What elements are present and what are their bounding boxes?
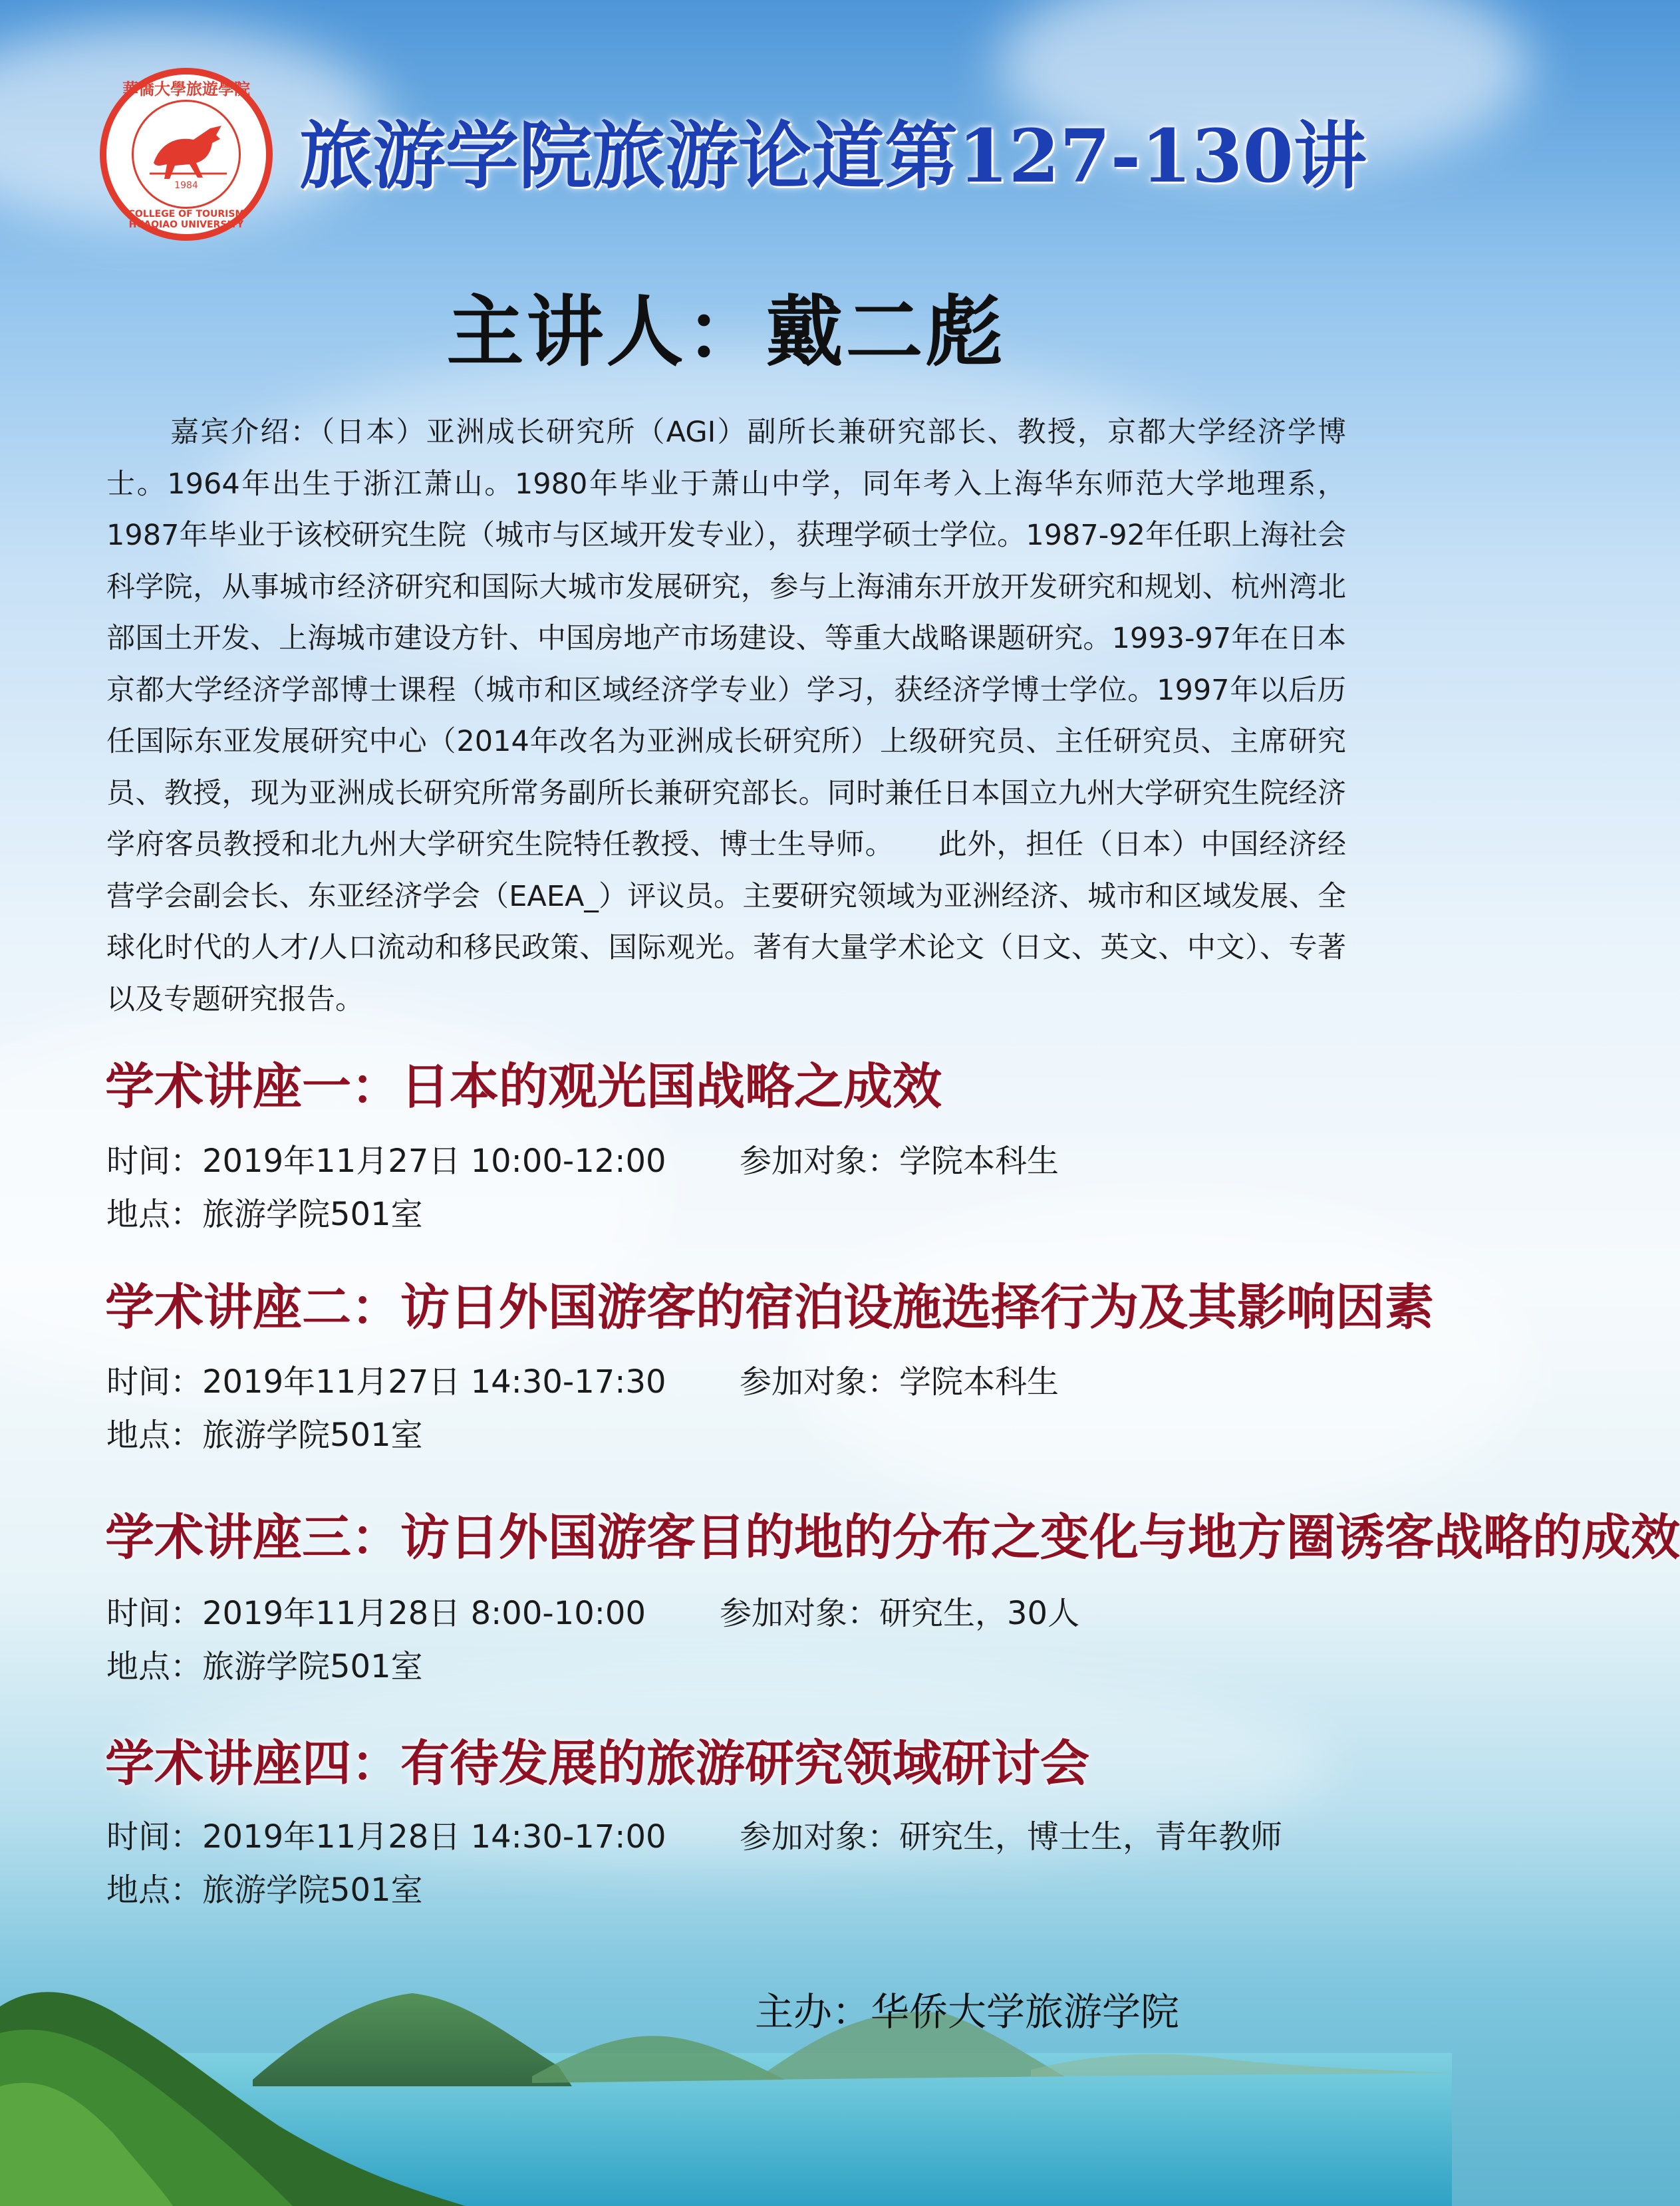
lecture-1-title: 学术讲座一：日本的观光国战略之成效 [105, 1058, 942, 1115]
lecture-4-time: 时间：2019年11月28日 14:30-17:00 [106, 1818, 666, 1856]
lecture-2-time: 时间：2019年11月27日 14:30-17:30 [106, 1363, 666, 1401]
lecture-3-time: 时间：2019年11月28日 8:00-10:00 [106, 1595, 646, 1632]
college-logo [100, 68, 273, 241]
speaker-introduction: 嘉宾介绍：（日本）亚洲成长研究所（AGI）副所长兼研究部长、教授，京都大学经济学博士。1964年出生于浙江萧山。1980年毕业于萧山中学，同年考入上海华东师范大学地理系，1987年毕业于该校研究生院（城市与区域开发专业），获理学硕士学位。1987-92年任职上海社会科学院，从事城市经济研究和国际大城市发展研究，参与上海浦东开放开发研究和规划、杭州湾北部国土开发、上海城市建设方针、中国房地产市场建设、等重大战略课题研究。1993-97年在日本京都大学经济学部博士课程（城市和区域经济学专业）学习，获经济学博士学位。1997年以后历任国际东亚发展研究中心（2014年改名为亚洲成长研究所）上级研究员、主任研究员、主席研究员、教授，现为亚洲成长研究所常务副所长兼研究部长。同时兼任日本国立九州大学研究生院经济学府客员教授和北九州大学研究生院特任教授、博士生导师。 此外，担任（日本）中国经济经营学会副会长、东亚经济学会（EAEA_）评议员。主要研究领域为亚洲经济、城市和区域发展、全球化时代的人才/人口流动和移民政策、国际观光。著有大量学术论文（日文、英文、中文）、专著以及专题研究报告。 [106, 416, 1346, 1016]
logo-name-cn: 華僑大學旅遊學院 [122, 80, 250, 98]
lecture-4-audience: 参加对象：研究生，博士生，青年教师 [740, 1818, 1283, 1856]
lecture-2-title: 学术讲座二：访日外国游客的宿泊设施选择行为及其影响因素 [105, 1279, 1434, 1336]
lecture-4-place: 地点：旅游学院501室 [106, 1871, 423, 1909]
lecture-3-place: 地点：旅游学院501室 [106, 1648, 423, 1685]
logo-emblem [132, 100, 241, 209]
lecture-3-audience: 参加对象：研究生，30人 [720, 1595, 1080, 1632]
lecture-2-audience: 参加对象：学院本科生 [740, 1363, 1059, 1401]
sponsor-text: 主办：华侨大学旅游学院 [755, 1989, 1180, 2034]
lecture-1-audience: 参加对象：学院本科生 [740, 1143, 1059, 1180]
lecture-1-place: 地点：旅游学院501室 [106, 1196, 423, 1233]
lecture-4-title: 学术讲座四：有待发展的旅游研究领域研讨会 [105, 1735, 1089, 1792]
lecture-4-schedule [106, 1813, 1282, 1861]
island-landscape [0, 1953, 1452, 2206]
lecture-1-schedule [106, 1137, 1059, 1185]
lecture-3-title: 学术讲座三：访日外国游客目的地的分布之变化与地方圈诱客战略的成效 [105, 1509, 1680, 1566]
lecture-2-schedule [106, 1358, 1059, 1406]
poster-title: 旅游学院旅游论道第127-130讲 [299, 113, 1367, 199]
horse-icon [147, 116, 229, 183]
lecture-1-time: 时间：2019年11月27日 10:00-12:00 [106, 1143, 666, 1180]
speaker-name: 主讲人：戴二彪 [446, 287, 1006, 377]
lecture-3-schedule [106, 1589, 1079, 1637]
logo-name-en: COLLEGE OF TOURISM HUAQIAO UNIVERSITY [128, 209, 245, 230]
logo-year: 1984 [174, 180, 198, 191]
lecture-2-place: 地点：旅游学院501室 [106, 1417, 423, 1454]
